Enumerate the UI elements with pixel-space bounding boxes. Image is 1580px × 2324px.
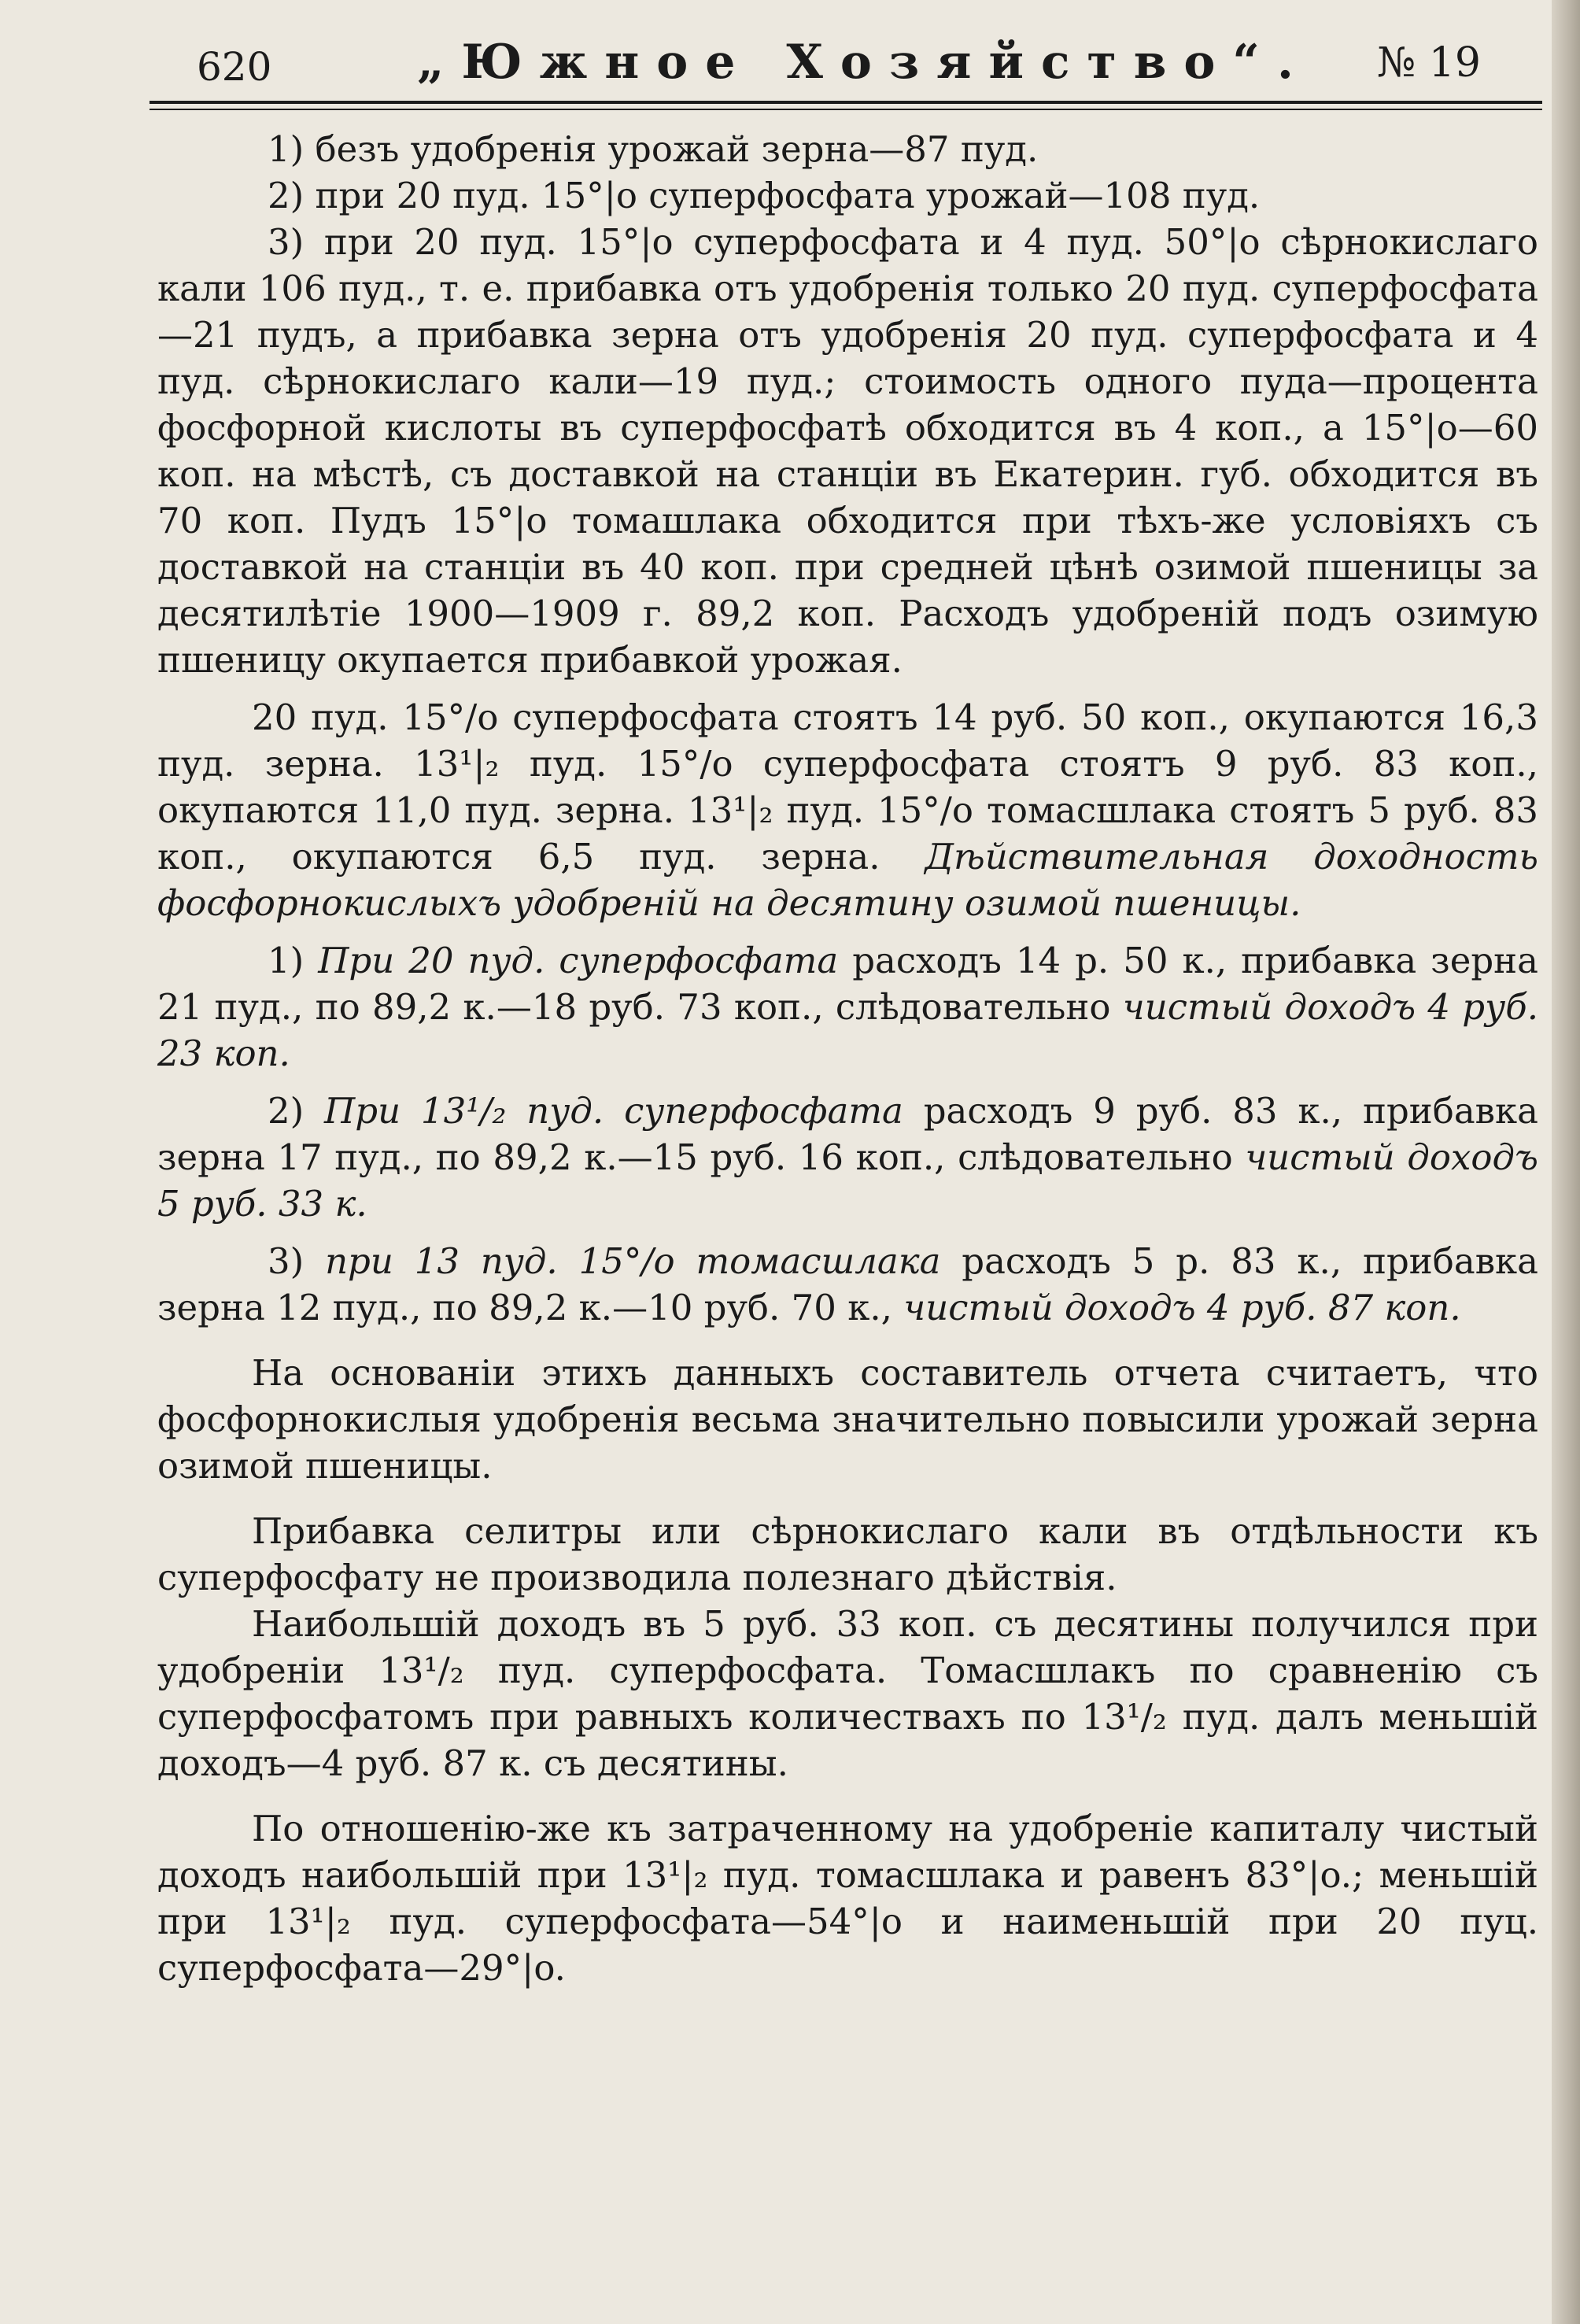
result-item-3: 3) при 13 пуд. 15°/o томасшлака расходъ 5 р. 83 к., прибавка зерна 12 пуд., по 89,2 к.—10 руб. 70 к., чистый доходъ 4 руб. 87 коп.	[157, 1240, 1538, 1328]
page-number: 620	[197, 44, 272, 90]
paragraph-costs	[157, 694, 1538, 926]
list-item-1: 1) безъ удобренія урожай зерна—87 пуд.	[268, 128, 1039, 170]
paragraph-saltpeter: Прибавка селитры или сѣрнокислаго кали въ отдѣльности къ суперфосфату не производила полезнаго дѣйствія.	[157, 1510, 1538, 1598]
issue-number: № 19	[1377, 39, 1481, 87]
paragraph-max-income: Наибольшій доходъ въ 5 руб. 33 коп. съ десятины получился при удобреніи 13¹/₂ пуд. суперфосфата. Томасшлакъ по сравненію съ суперфосфатомъ при равныхъ количествахъ по 13¹/₂ пуд. далъ меньшій доходъ—4 руб. 87 к. съ десятины.	[157, 1603, 1538, 1784]
page-edge	[1552, 0, 1580, 2324]
article-body	[157, 126, 1538, 1991]
header-rule-thick	[150, 101, 1542, 104]
paragraph-capital: По отношенію-же къ затраченному на удобреніе капиталу чистый доходъ наибольшій при 13¹|₂ пуд. томасшлака и равенъ 83°|o.; меньшій при 13¹|₂ пуд. суперфосфата—54°|o и наименьшій при 20 пуц. суперфосфата—29°|o.	[157, 1808, 1538, 1989]
running-header	[150, 31, 1542, 94]
paragraph-costs-text: 20 пуд. 15°/o суперфосфата стоятъ 14 руб. 50 коп., окупаются 16,3 пуд. зерна. 13¹|₂ пуд. 15°/o суперфосфата стоятъ 9 руб. 83 коп., окупаются 11,0 пуд. зерна. 13¹|₂ пуд. 15°/o томасшлака стоятъ 5 руб. 83 коп., окупаются 6,5 пуд. зерна.	[157, 696, 1538, 878]
header-rule-thin	[150, 109, 1542, 110]
result-item-1: 1) При 20 пуд. суперфосфата расходъ 14 р. 50 к., прибавка зерна 21 пуд., по 89,2 к.—18 руб. 73 коп., слѣдовательно чистый доходъ 4 руб. 23 коп.	[157, 940, 1538, 1074]
result-item-2: 2) При 13¹/₂ пуд. суперфосфата расходъ 9 руб. 83 к., прибавка зерна 17 пуд., по 89,2 к.—15 руб. 16 коп., слѣдовательно чистый доходъ 5 руб. 33 к.	[157, 1090, 1539, 1225]
journal-title: „Южное Хозяйство“.	[417, 35, 1311, 90]
list-item-2: 2) при 20 пуд. 15°|o суперфосфата урожай—108 пуд.	[268, 175, 1261, 216]
list-item-3: 3) при 20 пуд. 15°|o суперфосфата и 4 пуд. 50°|o сѣрнокислаго кали 106 пуд., т. е. прибавка отъ удобренія только 20 пуд. суперфосфата—21 пудъ, а прибавка зерна отъ удобренія 20 пуд. суперфосфата и 4 пуд. сѣрнокислаго кали—19 пуд.; стоимость одного пуда—процента фосфорной кислоты въ суперфосфатѣ обходится въ 4 коп., а 15°|o—60 коп. на мѣстѣ, съ доставкой на станціи въ Екатерин. губ. обходится въ 70 коп. Пудъ 15°|o томашлака обходится при тѣхъ-же условіяхъ съ доставкой на станціи въ 40 коп. при средней цѣнѣ озимой пшеницы за десятилѣтіе 1900—1909 г. 89,2 коп. Расходъ удобреній подъ озимую пшеницу окупается прибавкой урожая.	[157, 221, 1538, 681]
paragraph-conclusion: На основаніи этихъ данныхъ составитель отчета считаетъ, что фосфорнокислыя удобренія весьма значительно повысили урожай зерна озимой пшеницы.	[157, 1352, 1538, 1487]
section-heading: Дѣйствительная доходность фосфорнокислыхъ удобреній на десятину озимой пшеницы.	[157, 836, 1538, 924]
